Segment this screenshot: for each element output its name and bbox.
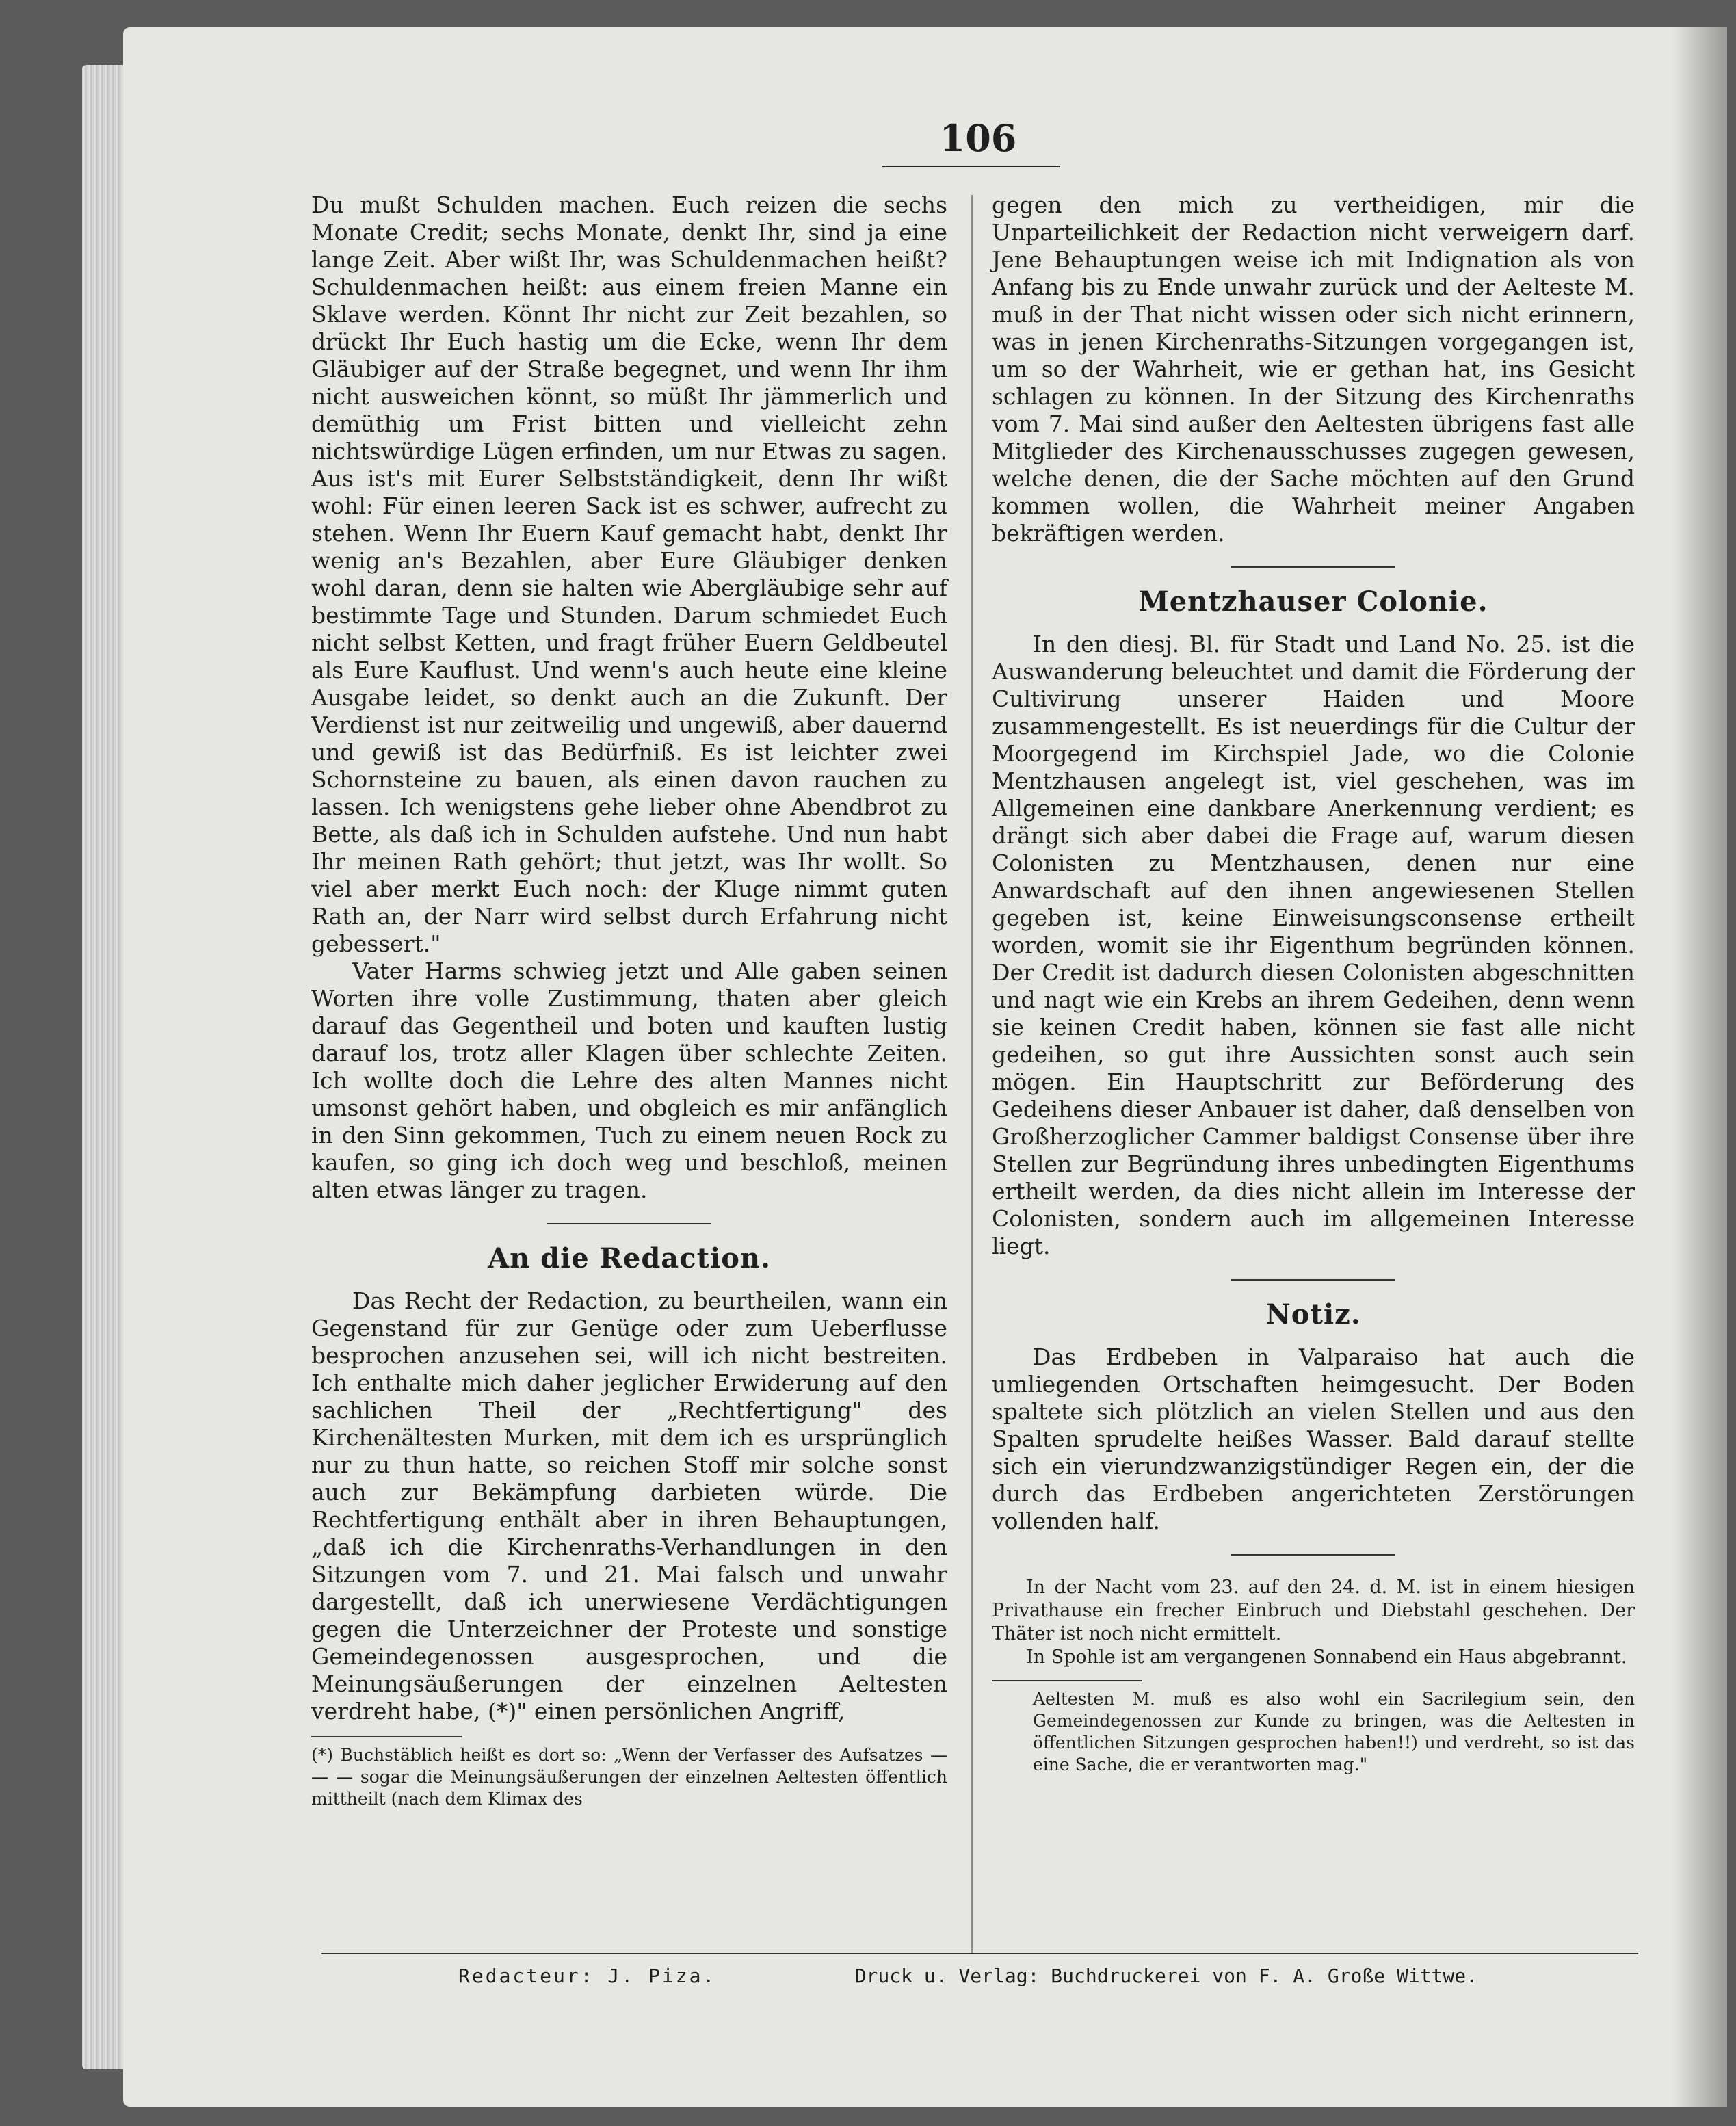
news-item: In Spohle ist am vergangenen Sonnabend ein Haus abgebrannt. — [1026, 1646, 1627, 1668]
imprint-footer — [321, 1965, 1638, 1987]
left-column — [311, 192, 947, 1810]
right-column — [992, 192, 1635, 1776]
footnote-rule — [992, 1680, 1142, 1681]
section-title-redaction: An die Redaction. — [488, 1242, 771, 1274]
footnote-rule — [311, 1736, 462, 1737]
article-paragraph: Du mußt Schulden machen. Euch reizen die sechs Monate Credit; sechs Monate, denkt Ihr, sind ja eine lange Zeit. Aber wißt Ihr, was Schuldenmachen heißt? Schuldenmachen heißt: aus einem freien Manne ein Sklave werden. Könnt Ihr nicht zur Zeit bezahlen, so drückt Ihr Euch hastig um die Ecke, wenn Ihr dem Gläubiger auf der Straße begegnet, und wenn Ihr ihm nicht ausweichen könnt, so müßt Ihr jämmerlich und demüthig um Frist bitten und vielleicht zehn nichtswürdige Lügen erfinden, um nur Etwas zu sagen. Aus ist's mit Eurer Selbstständigkeit, denn Ihr wißt wohl: Für einen leeren Sack ist es schwer, aufrecht zu stehen. Wenn Ihr Euern Kauf gemacht habt, denkt Ihr wenig an's Bezahlen, aber Eure Gläubiger denken wohl daran, denn sie halten wie Abergläubige sehr auf bestimmte Tage und Stunden. Darum schmiedet Euch nicht selbst Ketten, und fragt früher Euern Geldbeutel als Eure Kauflust. Und wenn's auch heute eine kleine Ausgabe leidet, so denkt auch an die Zukunft. Der Verdienst ist nur zeitweilig und ungewiß, aber dauernd und gewiß ist das Bedürfniß. Es ist leichter zwei Schornsteine zu bauen, als einen davon rauchen zu lassen. Ich wenigstens gehe lieber ohne Abendbrot zu Bette, als daß ich in Schulden aufstehe. Und nun habt Ihr meinen Rath gehört; thut jetzt, was Ihr wollt. So viel aber merkt Euch noch: der Kluge nimmt guten Rath an, der Narr wird selbst durch Erfahrung nicht gebessert." — [311, 192, 947, 957]
section-paragraph: In den diesj. Bl. für Stadt und Land No. 25. ist die Auswanderung beleuchtet und damit die Förderung der Cultivirung unserer Haiden und Moore zusammengestellt. Es ist neuerdings für die Cultur der Moorgegend im Kirchspiel Jade, wo die Colonie Mentzhausen angelegt ist, viel geschehen, was im Allgemeinen eine dankbare Anerkennung verdient; es drängt sich aber dabei die Frage auf, warum diesen Colonisten zu Mentzhausen, denen nur eine Anwardschaft auf den ihnen angewiesenen Stellen gegeben ist, keine Einweisungsconsense ertheilt worden, womit sie ihr Eigenthum begründen können. Der Credit ist dadurch diesen Colonisten abgeschnitten und nagt wie ein Krebs an ihrem Gedeihen, denn wenn sie keinen Credit haben, können sie fast alle nicht gedeihen, so gut ihre Aussichten sonst auch sein mögen. Ein Hauptschritt zur Beförderung des Gedeihens dieser Anbauer ist daher, daß denselben von Großherzoglicher Cammer baldigst Consense über ihre Stellen zur Begründung ihres unbedingten Eigenthums ertheilt werden, da dies nicht allein im Interesse der Colonisten, sondern auch im allgemeinen Interesse liegt. — [992, 631, 1635, 1259]
article-paragraph: Vater Harms schwieg jetzt und Alle gaben seinen Worten ihre volle Zustimmung, thaten aber gleich darauf das Gegentheil und boten und kauften lustig darauf los, trotz aller Klagen über schlechte Zeiten. Ich wollte doch die Lehre des alten Mannes nicht umsonst gehört haben, und obgleich es mir anfänglich in den Sinn gekommen, Tuch zu einem neuen Rock zu kaufen, so ging ich doch weg und beschloß, meinen alten etwas länger zu tragen. — [311, 958, 947, 1203]
footer-rule — [321, 1953, 1638, 1954]
section-separator — [1231, 1554, 1395, 1556]
news-item: In der Nacht vom 23. auf den 24. d. M. ist in einem hiesigen Privathause ein frecher Einbruch und Diebstahl geschehen. Der Thäter ist noch nicht ermittelt. — [992, 1577, 1635, 1644]
local-news — [992, 1576, 1635, 1669]
section-separator — [1231, 566, 1395, 568]
section-separator — [547, 1223, 711, 1224]
section-paragraph: Das Recht der Redaction, zu beurtheilen, wann ein Gegenstand für zur Genüge oder zum Ueberflusse besprochen anzusehen sei, will ich nicht bestreiten. Ich enthalte mich daher jeglicher Erwiderung auf den sachlichen Theil der „Rechtfertigung" des Kirchenältesten Murken, mit dem ich es ursprünglich nur zu thun hatte, so reichen Stoff mir solche sonst auch zur Bekämpfung darbieten würde. Die Rechtfertigung enthält aber in ihren Behauptungen, „daß ich die Kirchenraths-Verhandlungen in den Sitzungen vom 7. und 21. Mai falsch und unwahr dargestellt, daß ich unerwiesene Verdächtigungen gegen die Unterzeichner der Proteste und sonstige Gemeindegenossen ausgesprochen, und die Meinungsäußerungen der einzelnen Aeltesten verdreht habe, (*)" einen persönlichen Angriff, — [311, 1287, 947, 1724]
section-title-mentzhauser-colonie: Mentzhauser Colonie. — [1138, 586, 1488, 618]
binding-gutter-shadow — [1672, 27, 1727, 2107]
section-paragraph: Das Erdbeben in Valparaiso hat auch die umliegenden Ortschaften heimgesucht. Der Boden spaltete sich plötzlich an vielen Stellen und aus den Spalten sprudelte heißes Wasser. Bald darauf stellte sich ein vierundzwanzigstündiger Regen ein, der die durch das Erdbeben angerichteten Zerstörungen vollenden half. — [992, 1343, 1635, 1534]
footnote-continuation: Aeltesten M. muß es also wohl ein Sacrilegium sein, den Gemeindegenossen zur Kunde zu bringen, was die Aeltesten in öffentlichen Sitzungen gesprochen haben!!) und verdreht, so ist das eine Sache, die er verantworten mag." — [1033, 1689, 1635, 1774]
column-divider — [971, 195, 973, 1953]
section-separator — [1231, 1279, 1395, 1281]
editor-credit: Redacteur: J. Piza. — [458, 1965, 717, 1987]
page-number: 106 — [939, 116, 1017, 160]
footnote: (*) Buchstäblich heißt es dort so: „Wenn der Verfasser des Aufsatzes — — — sogar die Meinungsäußerungen der einzelnen Aeltesten öffentlich mittheilt (nach dem Klimax des — [311, 1745, 947, 1809]
section-title-notiz: Notiz. — [1265, 1298, 1361, 1330]
printer-credit: Druck u. Verlag: Buchdruckerei von F. A. Große Wittwe. — [854, 1965, 1477, 1987]
continuation-paragraph: gegen den mich zu vertheidigen, mir die Unparteilichkeit der Redaction nicht verweigern darf. Jene Behauptungen weise ich mit Indignation als von Anfang bis zu Ende unwahr zurück und der Aelteste M. muß in der That nicht wissen oder sich nicht erinnern, was in jenen Kirchenraths-Sitzungen vorgegangen ist, um so der Wahrheit, wie er gethan hat, ins Gesicht schlagen zu können. In der Sitzung des Kirchenraths vom 7. Mai sind außer den Aeltesten übrigens fast alle Mitglieder des Kirchenausschusses zugegen gewesen, welche denen, die der Sache möchten auf den Grund kommen wollen, die Wahrheit meiner Angaben bekräftigen werden. — [992, 192, 1635, 547]
page-number-rule — [882, 166, 1060, 167]
